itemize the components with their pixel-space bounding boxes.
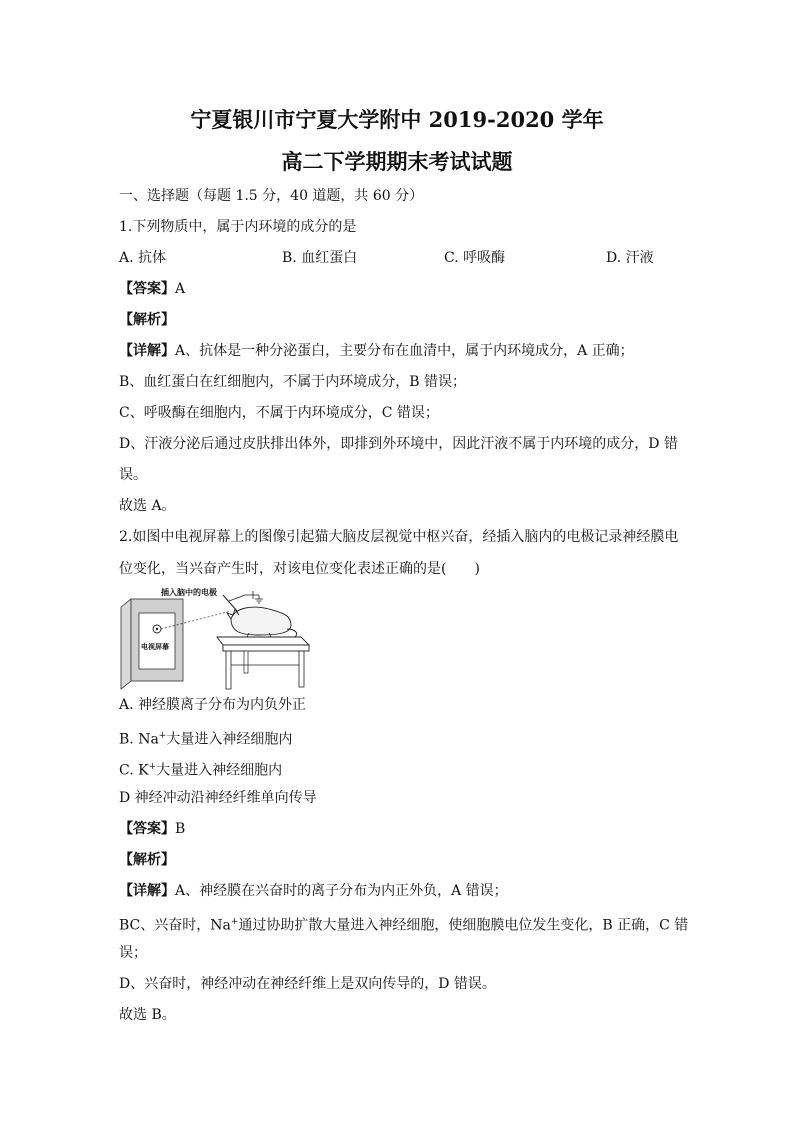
q2-option-b-post: 大量进入神经细胞内 — [166, 731, 293, 748]
q2-choose: 故选 B。 — [119, 1007, 176, 1023]
q2-option-d: D 神经冲动沿神经纤维单向传导 — [119, 790, 317, 806]
q1-answer-row — [119, 279, 185, 299]
table — [217, 637, 309, 689]
q1-detail-c: C、呼吸酶在细胞内，不属于内环境成分，C 错误； — [119, 405, 439, 421]
q1-detail-a-row — [119, 341, 634, 361]
q2-detail-d: D、兴奋时，神经冲动在神经纤维上是双向传导的，D 错误。 — [119, 976, 496, 992]
cat — [227, 607, 297, 637]
q2-option-b-sup: + — [158, 731, 167, 741]
q2-option-c-sup: + — [148, 762, 157, 772]
cat-experiment-figure — [119, 585, 314, 690]
q2-stem-2: 位变化，当兴奋产生时，对该电位变化表述正确的是( ) — [119, 561, 480, 577]
q2-option-c — [119, 757, 282, 781]
title-line-2: 高二下学期期末考试试题 — [281, 149, 513, 174]
q2-option-a: A. 神经膜离子分布为内负外正 — [119, 697, 307, 713]
q2-stem-1: 2.如图中电视屏幕上的图像引起猫大脑皮层视觉中枢兴奋，经插入脑内的电极记录神经膜电 — [119, 529, 679, 545]
q2-analysis-label: 【解析】 — [119, 852, 175, 868]
q1-option-b: B. 血红蛋白 — [282, 250, 358, 266]
q2-detail-bc-sup: + — [230, 917, 239, 927]
q1-detail-d-1: D、汗液分泌后通过皮肤排出体外，即排到外环境中，因此汗液不属于内环境的成分，D 错 — [119, 436, 678, 452]
q1-choose: 故选 A。 — [119, 498, 176, 514]
q1-option-a: A. 抗体 — [119, 250, 167, 266]
q1-answer-label: 【答案】 — [119, 281, 175, 297]
q2-answer-row — [119, 819, 185, 839]
q2-option-b-pre: B. Na — [119, 731, 159, 748]
q1-stem: 1.下列物质中，属于内环境的成分的是 — [119, 219, 357, 235]
q2-detail-bc-2: 误； — [119, 945, 147, 961]
q2-detail-bc-post: 通过协助扩散大量进入神经细胞，使细胞膜电位发生变化，B 正确，C 错 — [238, 917, 689, 934]
q1-option-d: D. 汗液 — [606, 250, 654, 266]
q1-detail-d-2: 误。 — [119, 467, 147, 483]
q2-detail-bc-pre: BC、兴奋时，Na — [119, 917, 231, 934]
q1-detail-label: 【详解】 — [119, 343, 175, 359]
q1-detail-a: A、抗体是一种分泌蛋白，主要分布在血清中，属于内环境成分，A 正确； — [175, 343, 634, 359]
q2-detail-a-row — [119, 881, 508, 901]
title-line-1: 宁夏银川市宁夏大学附中 2019-2020 学年 — [190, 107, 604, 132]
q2-option-c-pre: C. K — [119, 762, 149, 779]
q2-detail-label: 【详解】 — [119, 883, 175, 899]
q2-option-b — [119, 726, 292, 750]
q2-answer: B — [175, 821, 186, 837]
q2-answer-label: 【答案】 — [119, 821, 175, 837]
q2-detail-a: A、神经膜在兴奋时的离子分布为内正外负，A 错误； — [175, 883, 508, 899]
label-screen: 电视屏幕 — [141, 643, 169, 651]
q1-answer: A — [175, 281, 186, 297]
q2-detail-bc-1 — [119, 912, 688, 936]
label-electrode: 插入脑中的电极 — [161, 588, 217, 597]
section-heading: 一、选择题（每题 1.5 分，40 道题，共 60 分） — [119, 188, 424, 204]
q1-option-c: C. 呼吸酶 — [444, 250, 506, 266]
q1-detail-b: B、血红蛋白在红细胞内，不属于内环境成分，B 错误； — [119, 374, 467, 390]
q1-analysis-label: 【解析】 — [119, 312, 175, 328]
q2-option-c-post: 大量进入神经细胞内 — [156, 762, 283, 779]
